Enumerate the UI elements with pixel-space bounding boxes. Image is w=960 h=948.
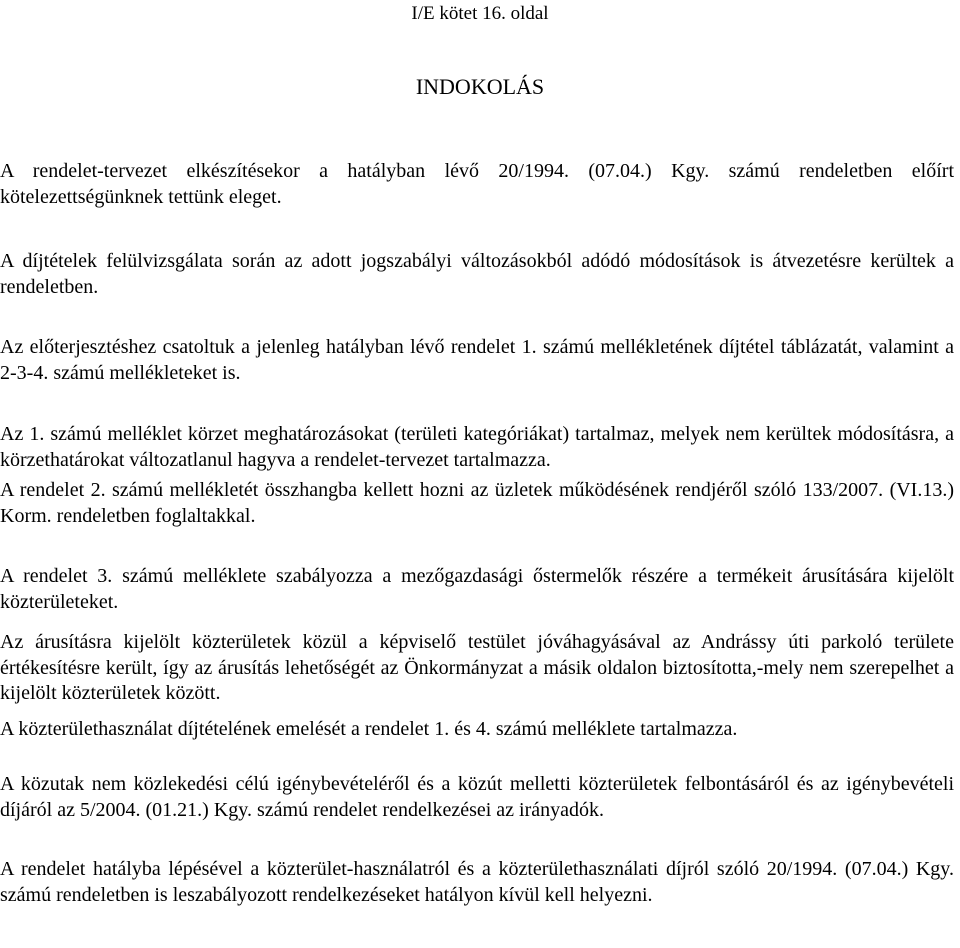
document-title: INDOKOLÁS [415,74,545,99]
paragraph-5: A rendelet 2. számú mellékletét összhangba kellett hozni az üzletek működésének rendjéről szóló 133/2007. (VI.13.) Korm. rendeletben foglaltakkal. [0,479,954,527]
page-header: I/E kötet 16. oldal [411,3,549,24]
paragraph-1: A rendelet-tervezet elkészítésekor a hatályban lévő 20/1994. (07.04.) Kgy. számú rendeletben előírt kötelezettségünknek tettünk eleget. [0,160,954,208]
paragraph-9: A közutak nem közlekedési célú igénybevételéről és a közút melletti közterületek felbontásáról és az igénybevételi díjáról az 5/2004. (01.21.) Kgy. számú rendelet rendelkezései az irányadók. [0,773,954,821]
paragraph-7: Az árusításra kijelölt közterületek közül a képviselő testület jóváhagyásával az Andrássy úti parkoló területe értékesítésre került, így az árusítás lehetőségét az Önkormányzat a másik oldalon biztosította,-mely nem szerepelhet a kijelölt közterületek között. [0,631,954,704]
paragraph-2: A díjtételek felülvizsgálata során az adott jogszabályi változásokból adódó módosítások is átvezetésre kerültek a rendeletben. [0,250,954,298]
paragraph-3: Az előterjesztéshez csatoltuk a jelenleg hatályban lévő rendelet 1. számú mellékletének díjtétel táblázatát, valamint a 2-3-4. számú mellékleteket is. [0,336,954,384]
paragraph-8: A közterülethasználat díjtételének emelését a rendelet 1. és 4. számú melléklete tartalmazza. [0,718,738,740]
paragraph-6: A rendelet 3. számú melléklete szabályozza a mezőgazdasági őstermelők részére a termékeit árusítására kijelölt közterületeket. [0,565,954,613]
paragraph-10: A rendelet hatályba lépésével a közterület-használatról és a közterülethasználati díjról szóló 20/1994. (07.04.) Kgy. számú rendeletben is leszabályozott rendelkezéseket hatályon kívül kell helyezni. [0,858,954,906]
paragraph-4: Az 1. számú melléklet körzet meghatározásokat (területi kategóriákat) tartalmaz, melyek nem kerültek módosításra, a körzethatárokat változatlanul hagyva a rendelet-tervezet tartalmazza. [0,423,954,471]
